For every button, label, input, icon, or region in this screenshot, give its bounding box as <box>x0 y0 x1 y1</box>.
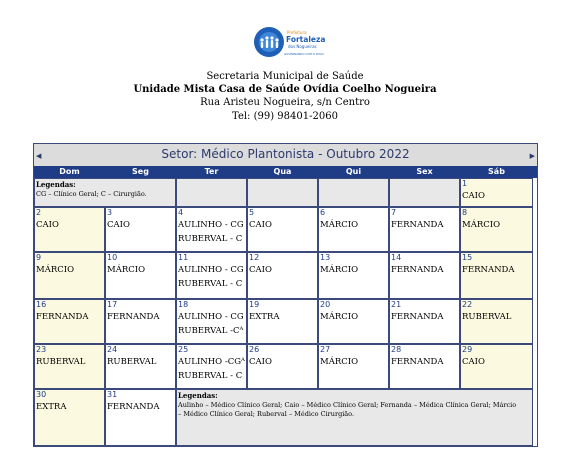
empty-cell <box>389 178 460 207</box>
shift-assignment: RUBERVAL - C <box>178 279 243 289</box>
legend-bottom <box>176 389 533 446</box>
day-number: 29 <box>462 345 473 354</box>
shift-assignment: MÁRCIO <box>320 220 359 230</box>
shift-assignment: FERNANDA <box>391 357 444 367</box>
day-number: 19 <box>249 300 260 309</box>
shift-assignment: RUBERVAL - C <box>178 371 243 381</box>
day-cell <box>389 299 460 344</box>
svg-text:dos Nogueiras: dos Nogueiras <box>288 44 317 49</box>
day-cell <box>318 299 389 344</box>
shift-assignment: EXTRA <box>249 312 280 322</box>
shift-assignment: CAIO <box>36 220 59 230</box>
shift-assignment: FERNANDA <box>391 220 444 230</box>
day-number: 22 <box>462 300 473 309</box>
day-number: 5 <box>249 208 255 217</box>
shift-assignment: CAIO <box>249 265 272 275</box>
day-cell <box>105 344 176 389</box>
day-cell <box>318 252 389 299</box>
weekday-dom: Dom <box>59 167 80 176</box>
day-cell <box>105 207 176 252</box>
day-number: 4 <box>178 208 184 217</box>
day-cell <box>460 207 533 252</box>
day-cell <box>105 299 176 344</box>
day-cell <box>389 344 460 389</box>
shift-assignment: FERNANDA <box>107 402 160 412</box>
shift-assignment: CAIO <box>462 191 485 201</box>
legend-top <box>34 178 176 207</box>
day-number: 25 <box>178 345 189 354</box>
svg-text:GOVERNANDO COM O POVO: GOVERNANDO COM O POVO <box>284 52 324 56</box>
day-number: 23 <box>36 345 47 354</box>
calendar <box>33 143 538 447</box>
weekday-sex: Sex <box>416 167 433 176</box>
svg-text:Prefeitura: Prefeitura <box>287 30 307 35</box>
day-number: 14 <box>391 253 402 262</box>
legend-bottom-title: Legendas: <box>178 391 218 400</box>
day-number: 21 <box>391 300 402 309</box>
day-cell <box>247 299 318 344</box>
day-number: 18 <box>178 300 189 309</box>
day-number: 24 <box>107 345 118 354</box>
weekday-sáb: Sáb <box>488 167 505 176</box>
shift-assignment: MÁRCIO <box>320 312 359 322</box>
shift-assignment: CAIO <box>107 220 130 230</box>
empty-cell <box>247 178 318 207</box>
day-number: 16 <box>36 300 47 309</box>
day-number: 10 <box>107 253 118 262</box>
shift-assignment: CAIO <box>249 357 272 367</box>
shift-assignment: FERNANDA <box>391 265 444 275</box>
day-cell <box>34 207 105 252</box>
shift-assignment: MÁRCIO <box>462 220 501 230</box>
address-line: Rua Aristeu Nogueira, s/n Centro <box>200 97 370 108</box>
shift-assignment: FERNANDA <box>107 312 160 322</box>
day-number: 1 <box>462 179 468 188</box>
svg-text:Fortaleza: Fortaleza <box>286 35 326 44</box>
day-cell <box>34 299 105 344</box>
day-number: 12 <box>249 253 260 262</box>
day-number: 27 <box>320 345 331 354</box>
day-number: 7 <box>391 208 397 217</box>
shift-assignment: AULINHO - CG <box>178 312 244 322</box>
weekday-qua: Qua <box>273 167 292 176</box>
shift-assignment: MÁRCIO <box>36 265 75 275</box>
shift-assignment: MÁRCIO <box>107 265 146 275</box>
day-cell <box>318 344 389 389</box>
day-number: 8 <box>462 208 468 217</box>
day-cell <box>105 252 176 299</box>
shift-assignment: CAIO <box>462 357 485 367</box>
day-cell <box>460 178 533 207</box>
day-cell <box>389 252 460 299</box>
day-number: 31 <box>107 390 118 399</box>
legend-top-title: Legendas: <box>36 180 76 189</box>
day-number: 9 <box>36 253 42 262</box>
shift-assignment: RUBERVAL - C <box>178 234 243 244</box>
legend-bottom-text: Aulinho – Médico Clínico Geral; Caio – Médico Clínico Geral; Fernanda – Médica Clínica Geral; Márcio – Médico Clínico Geral; Ruberval – Médico Cirurgião. <box>178 401 517 418</box>
weekday-qui: Qui <box>345 167 362 176</box>
day-cell <box>247 207 318 252</box>
shift-assignment: MÁRCIO <box>320 357 359 367</box>
weekday-ter: Ter <box>204 167 219 176</box>
weekday-seg: Seg <box>132 167 149 176</box>
day-cell <box>460 344 533 389</box>
day-number: 30 <box>36 390 47 399</box>
day-number: 3 <box>107 208 113 217</box>
day-cell <box>389 207 460 252</box>
day-cell <box>176 252 247 299</box>
day-cell <box>34 252 105 299</box>
day-number: 28 <box>391 345 402 354</box>
shift-assignment: RUBERVAL -Cᴬ <box>178 326 244 336</box>
day-cell <box>34 389 105 446</box>
day-number: 26 <box>249 345 260 354</box>
shift-assignment: EXTRA <box>36 402 67 412</box>
day-cell <box>247 252 318 299</box>
unit-name: Unidade Mista Casa de Saúde Ovídia Coelho Nogueira <box>133 84 437 95</box>
shift-assignment: FERNANDA <box>391 312 444 322</box>
shift-assignment: AULINHO - CG <box>178 220 244 230</box>
shift-assignment: RUBERVAL <box>36 357 86 367</box>
day-cell <box>460 299 533 344</box>
day-number: 13 <box>320 253 331 262</box>
shift-assignment: AULINHO -CGᴬ <box>178 357 245 367</box>
next-month-icon[interactable]: ▶ <box>529 152 535 160</box>
day-number: 2 <box>36 208 42 217</box>
shift-assignment: AULINHO - CG <box>178 265 244 275</box>
prefeitura-logo <box>253 26 326 66</box>
calendar-titlebar <box>34 144 537 166</box>
day-number: 15 <box>462 253 473 262</box>
day-number: 20 <box>320 300 331 309</box>
shift-assignment: MÁRCIO <box>320 265 359 275</box>
shift-assignment: FERNANDA <box>36 312 89 322</box>
day-cell <box>105 389 176 446</box>
day-cell <box>34 344 105 389</box>
day-number: 6 <box>320 208 326 217</box>
phone-line: Tel: (99) 98401-2060 <box>232 111 338 122</box>
day-cell <box>176 207 247 252</box>
shift-assignment: RUBERVAL <box>107 357 157 367</box>
weekday-header <box>34 166 537 178</box>
day-cell <box>176 299 247 344</box>
secretaria-line: Secretaria Municipal de Saúde <box>206 71 364 82</box>
day-cell <box>176 344 247 389</box>
legend-top-text: CG – Clínico Geral; C – Cirurgião. <box>36 190 147 198</box>
day-cell <box>460 252 533 299</box>
day-number: 11 <box>178 253 189 262</box>
day-cell <box>318 207 389 252</box>
empty-cell <box>176 178 247 207</box>
calendar-title: Setor: Médico Plantonista - Outubro 2022 <box>161 147 410 161</box>
prev-month-icon[interactable]: ◀ <box>36 152 42 160</box>
shift-assignment: FERNANDA <box>462 265 515 275</box>
empty-cell <box>318 178 389 207</box>
shift-assignment: CAIO <box>249 220 272 230</box>
day-cell <box>247 344 318 389</box>
day-number: 17 <box>107 300 118 309</box>
shift-assignment: RUBERVAL <box>462 312 512 322</box>
